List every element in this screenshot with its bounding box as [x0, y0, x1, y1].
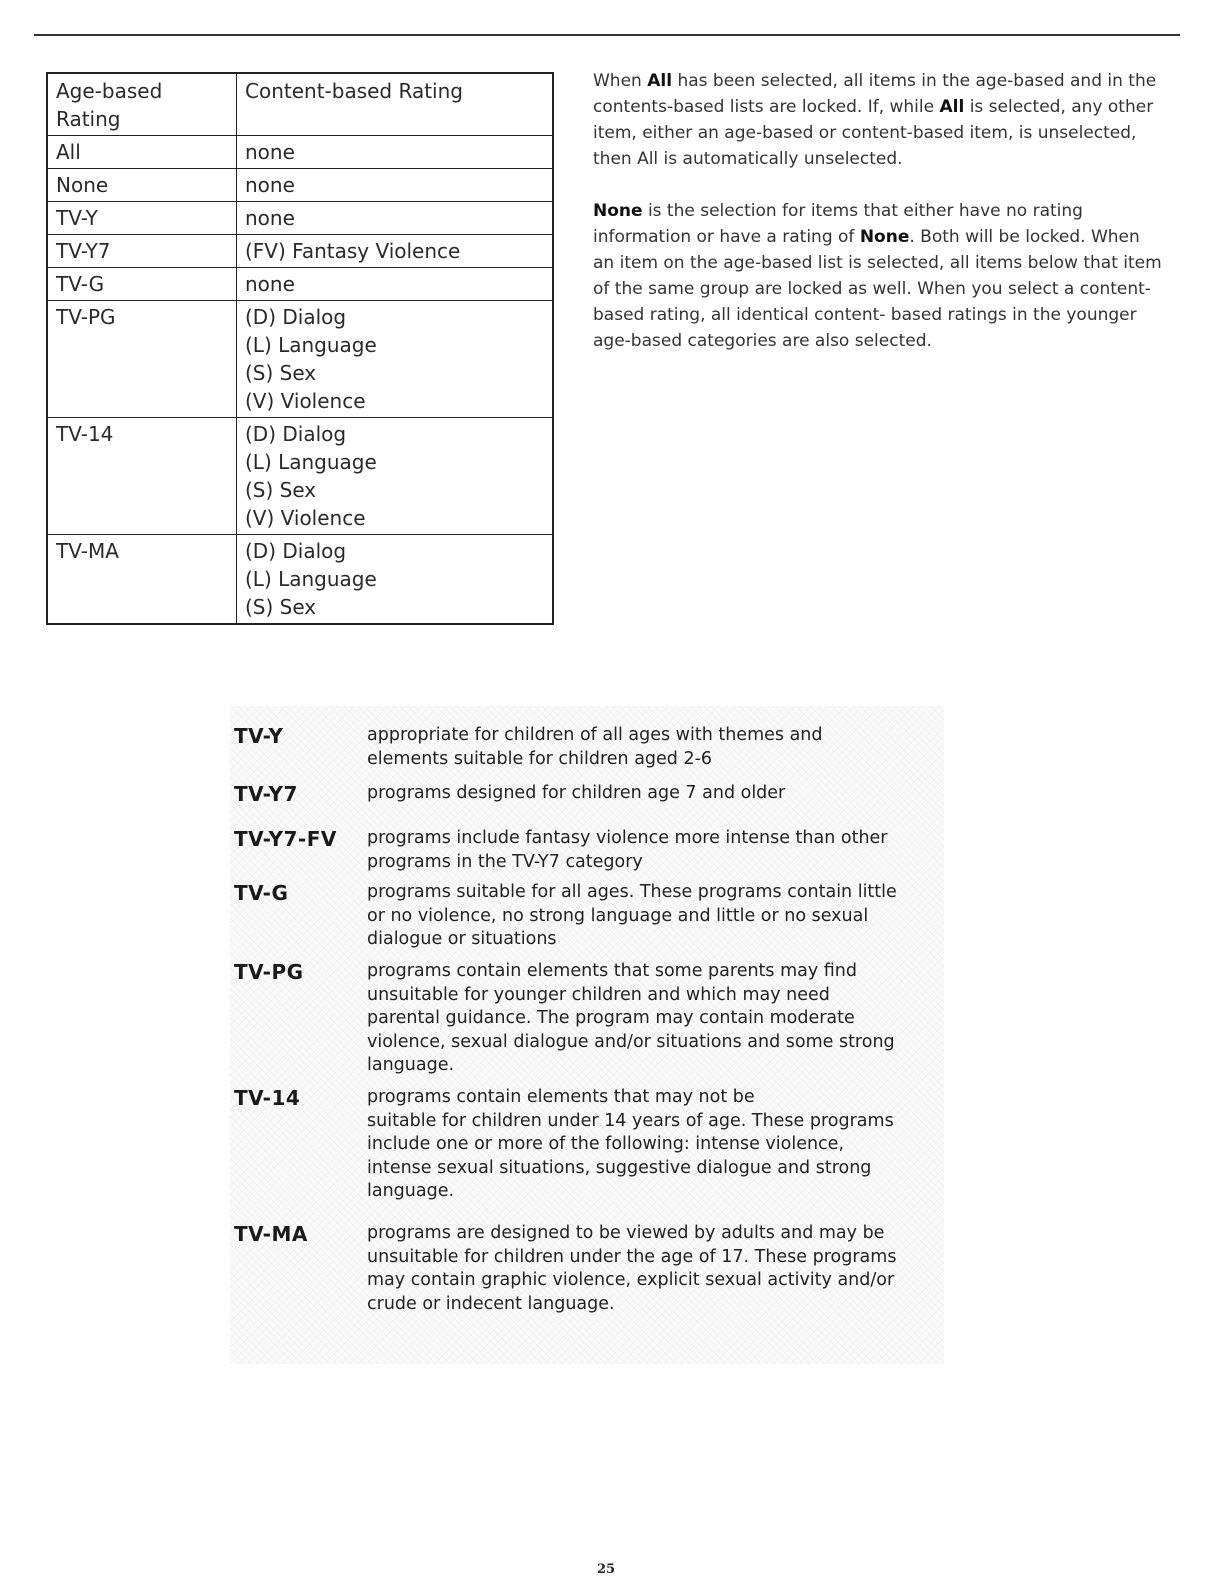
content-rating-cell	[237, 418, 554, 535]
content-rating: (D) Dialog	[245, 305, 347, 329]
content-rating: (S) Sex	[245, 595, 317, 619]
content-rating: (FV) Fantasy Violence	[245, 239, 461, 263]
definition-text	[367, 782, 927, 806]
age-rating-cell: TV-MA	[47, 535, 237, 625]
header-content-based: Content-based Rating	[237, 73, 554, 136]
age-rating-cell: TV-14	[47, 418, 237, 535]
table-row	[47, 301, 553, 418]
content-rating: (D) Dialog	[245, 422, 347, 446]
definition-line: may contain graphic violence, explicit sexual activity and/or	[367, 1270, 895, 1291]
explanation-paragraph-none	[593, 198, 1163, 354]
definition-text	[367, 881, 927, 952]
table-header-row	[47, 73, 553, 136]
content-rating: (L) Language	[245, 567, 377, 591]
text-run: is the selection for items that either have no rating information or have a rating of	[593, 201, 1083, 247]
definition-text	[367, 1086, 927, 1204]
content-rating: none	[245, 173, 295, 197]
bold-term: None	[593, 201, 643, 221]
bold-term: All	[647, 71, 673, 91]
text-run: has been selected, all items in the age-based and in the contents-based lists are locked. If, while	[593, 71, 1157, 117]
definition-line: intense sexual situations, suggestive dialogue and strong	[367, 1157, 872, 1178]
bold-term: None	[859, 227, 910, 247]
definition-term: TV-G	[234, 881, 289, 905]
definition-line: appropriate for children of all ages with themes and	[367, 725, 823, 745]
rating-table	[46, 72, 554, 625]
age-rating-cell: All	[47, 136, 237, 169]
explanation-paragraph-all	[593, 68, 1163, 172]
definition-text	[367, 724, 927, 771]
content-rating: (S) Sex	[245, 478, 317, 502]
explanation-text	[593, 68, 1163, 380]
definition-line: unsuitable for children under the age of 17. These programs	[367, 1246, 897, 1267]
content-rating-cell	[237, 268, 554, 301]
content-rating: none	[245, 140, 295, 164]
definition-line: programs are designed to be viewed by adults and may be	[367, 1223, 885, 1243]
definition-line: programs contain elements that some parents may find	[367, 961, 857, 981]
definition-term: TV-Y7	[234, 782, 298, 806]
content-rating: none	[245, 206, 295, 230]
definition-line: programs in the TV-Y7 category	[367, 851, 643, 872]
content-rating: (S) Sex	[245, 361, 317, 385]
definition-text	[367, 827, 927, 874]
table-row	[47, 268, 553, 301]
age-rating-cell: TV-Y7	[47, 235, 237, 268]
content-rating-cell	[237, 235, 554, 268]
top-rule	[34, 34, 1180, 36]
definition-text	[367, 1222, 927, 1316]
content-rating-cell	[237, 535, 554, 625]
text-run: is selected, any other item, either an age-based or content-based item, is unselected, then All is automatically unselected.	[593, 97, 1154, 169]
content-rating: none	[245, 272, 295, 296]
definition-term: TV-PG	[234, 960, 304, 984]
definition-line: unsuitable for younger children and which may need	[367, 984, 830, 1005]
definition-line: language.	[367, 1181, 455, 1202]
header-age-based: Age-based Rating	[47, 73, 237, 136]
bold-term: All	[939, 97, 965, 117]
table-row	[47, 169, 553, 202]
definition-line: programs contain elements that may not be	[367, 1087, 755, 1107]
definition-line: elements suitable for children aged 2-6	[367, 748, 713, 769]
content-rating: (V) Violence	[245, 506, 366, 530]
table-row	[47, 535, 553, 625]
content-rating: (L) Language	[245, 333, 377, 357]
content-rating: (V) Violence	[245, 389, 366, 413]
content-rating-cell	[237, 202, 554, 235]
definition-term: TV-Y7-FV	[234, 827, 337, 851]
table-row	[47, 235, 553, 268]
content-rating: (L) Language	[245, 450, 377, 474]
definition-line: suitable for children under 14 years of age. These programs	[367, 1110, 894, 1131]
definition-line: programs designed for children age 7 and older	[367, 783, 786, 803]
content-rating-cell	[237, 169, 554, 202]
text-run: . Both will be locked. When an item on the age-based list is selected, all items below that item of the same group are locked as well. When you select a content-based rating, all identical content- based ratings in the younger age-based categories are also selected.	[593, 227, 1162, 351]
table-row	[47, 418, 553, 535]
definition-term: TV-Y	[234, 724, 284, 748]
rating-definitions-panel	[230, 706, 944, 1364]
age-rating-cell: None	[47, 169, 237, 202]
age-rating-cell: TV-PG	[47, 301, 237, 418]
page-number: 25	[596, 1562, 616, 1577]
definition-line: language.	[367, 1055, 455, 1076]
definition-line: violence, sexual dialogue and/or situations and some strong	[367, 1031, 895, 1052]
age-rating-cell: TV-G	[47, 268, 237, 301]
definition-term: TV-14	[234, 1086, 301, 1110]
content-rating-cell	[237, 301, 554, 418]
age-rating-cell: TV-Y	[47, 202, 237, 235]
definition-line: parental guidance. The program may contain moderate	[367, 1008, 855, 1029]
definition-line: include one or more of the following: intense violence,	[367, 1134, 845, 1155]
content-rating-cell	[237, 136, 554, 169]
definition-text	[367, 960, 927, 1078]
table-row	[47, 136, 553, 169]
content-rating: (D) Dialog	[245, 539, 347, 563]
definition-line: or no violence, no strong language and little or no sexual	[367, 905, 869, 926]
definition-line: programs suitable for all ages. These programs contain little	[367, 882, 897, 902]
definition-line: dialogue or situations	[367, 929, 557, 950]
definition-line: programs include fantasy violence more intense than other	[367, 828, 888, 848]
text-run: When	[593, 71, 648, 91]
table-row	[47, 202, 553, 235]
definition-term: TV-MA	[234, 1222, 308, 1246]
definition-line: crude or indecent language.	[367, 1293, 615, 1314]
